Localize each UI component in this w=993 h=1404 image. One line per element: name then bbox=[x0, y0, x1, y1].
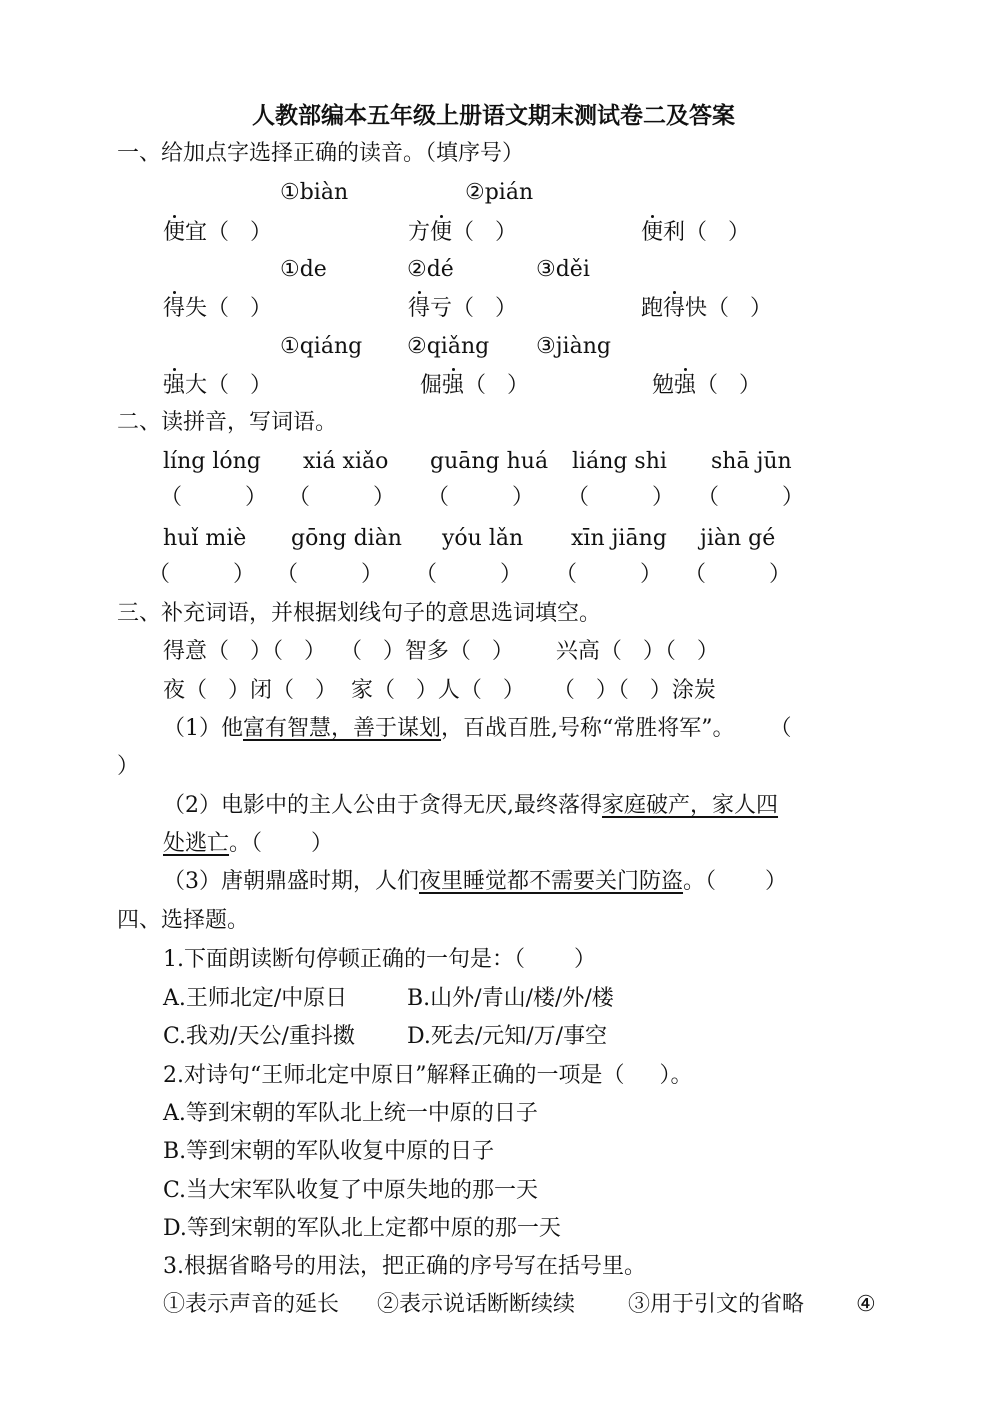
question: 1.下面朗读断句停顿正确的一句是：（ ） bbox=[163, 947, 596, 972]
answer-blank[interactable]: （ ） bbox=[567, 485, 674, 510]
dotted-char: 得 bbox=[663, 296, 686, 321]
answer-blank[interactable]: （ ） bbox=[148, 562, 255, 587]
sentence-1 bbox=[163, 714, 791, 744]
q1-g3-option: ③jiàng bbox=[536, 334, 611, 359]
answer-blank[interactable]: （ ） bbox=[684, 562, 791, 587]
q1-g2-item bbox=[641, 294, 772, 324]
page-title: 人教部编本五年级上册语文期末测试卷二及答案 bbox=[252, 102, 735, 129]
q1-g2-option: ②dé bbox=[407, 257, 454, 282]
dotted-char: 得 bbox=[408, 296, 431, 321]
pinyin-prompt: xīn jiāng bbox=[571, 526, 667, 551]
dotted-char: 便 bbox=[430, 220, 453, 245]
pinyin-prompt: xiá xiǎo bbox=[303, 449, 389, 474]
dotted-char: 强 bbox=[674, 373, 697, 398]
underlined-phrase: 富有智慧，善于谋划 bbox=[243, 716, 442, 741]
choice: C.我劝/天公/重抖擞 bbox=[163, 1024, 355, 1049]
q1-g2-option: ①de bbox=[280, 257, 327, 282]
sentence-text: ，百战百胜,号称“常胜将军”。 （ bbox=[441, 716, 792, 741]
sentence-text: 。（ ） bbox=[229, 831, 333, 856]
q3-heading: 三、补充词语，并根据划线句子的意思选词填空。 bbox=[117, 601, 602, 626]
q1-g1-item bbox=[163, 218, 272, 248]
q1-g3-option: ②qiǎng bbox=[407, 334, 490, 359]
pinyin-prompt: jiàn gé bbox=[700, 526, 776, 551]
answer-blank[interactable]: （ ） bbox=[697, 485, 804, 510]
answer-blank[interactable]: （ ） bbox=[427, 485, 534, 510]
answer-blank[interactable]: （ ） bbox=[276, 562, 383, 587]
sentence-text: （1）他 bbox=[163, 716, 243, 741]
pinyin-prompt: yóu lǎn bbox=[442, 526, 524, 551]
item-rest: 大（ ） bbox=[185, 373, 272, 398]
item-rest: （ ） bbox=[464, 373, 530, 398]
q1-g3-item bbox=[163, 371, 272, 401]
ellipsis-usage: ④ bbox=[856, 1292, 876, 1317]
dotted-char: 得 bbox=[163, 296, 186, 321]
answer-blank[interactable]: （ ） bbox=[288, 485, 395, 510]
q2-heading: 二、读拼音，写词语。 bbox=[117, 410, 338, 435]
q4-heading: 四、选择题。 bbox=[117, 908, 250, 933]
item-rest: （ ） bbox=[696, 373, 762, 398]
ellipsis-usage: ③用于引文的省略 bbox=[628, 1292, 805, 1317]
choice: C.当大宋军队收复了中原失地的那一天 bbox=[163, 1178, 539, 1203]
question: 2.对诗句“王师北定中原日”解释正确的一项是（ ）。 bbox=[163, 1063, 693, 1088]
item-rest: 利（ ） bbox=[663, 220, 750, 245]
sentence-text: 。（ ） bbox=[683, 869, 787, 894]
q1-heading: 一、给加点字选择正确的读音。（填序号） bbox=[117, 141, 525, 166]
sentence-1-tail: ） bbox=[117, 754, 140, 779]
choice: A.王师北定/中原日 bbox=[163, 986, 348, 1011]
q1-g1-item bbox=[641, 218, 750, 248]
q1-g2-item bbox=[408, 294, 517, 324]
item-rest: 亏（ ） bbox=[430, 296, 517, 321]
q1-g2-item bbox=[163, 294, 272, 324]
pinyin-prompt: huǐ miè bbox=[163, 526, 247, 551]
answer-blank[interactable]: （ ） bbox=[415, 562, 522, 587]
sentence-2-cont bbox=[163, 829, 333, 859]
item-rest: 失（ ） bbox=[185, 296, 272, 321]
q1-g3-option: ①qiáng bbox=[280, 334, 363, 359]
sentence-text: （2）电影中的主人公由于贪得无厌,最终落得 bbox=[163, 793, 602, 818]
q1-g3-item bbox=[420, 371, 529, 401]
underlined-phrase: 处逃亡 bbox=[163, 831, 230, 856]
choice: A.等到宋朝的军队北上统一中原的日子 bbox=[163, 1101, 538, 1126]
dotted-char: 强 bbox=[163, 373, 186, 398]
sentence-text: （3）唐朝鼎盛时期，人们 bbox=[163, 869, 419, 894]
dotted-char: 便 bbox=[163, 220, 186, 245]
item-rest: 快（ ） bbox=[685, 296, 773, 321]
q1-g1-item bbox=[408, 218, 517, 248]
choice: D.死去/元知/万/事空 bbox=[407, 1024, 608, 1049]
q1-g1-option: ①biàn bbox=[280, 180, 349, 205]
pinyin-prompt: liáng shi bbox=[572, 449, 667, 474]
answer-blank[interactable]: （ ） bbox=[555, 562, 662, 587]
ellipsis-usage: ②表示说话断断续续 bbox=[377, 1292, 576, 1317]
choice: B.等到宋朝的军队收复中原的日子 bbox=[163, 1139, 495, 1164]
choice: B.山外/青山/楼/外/楼 bbox=[407, 986, 614, 1011]
pinyin-prompt: gōng diàn bbox=[291, 526, 402, 551]
item-pre: 倔 bbox=[420, 373, 443, 398]
sentence-3 bbox=[163, 867, 787, 897]
q1-g2-option: ③děi bbox=[536, 257, 590, 282]
sentence-2 bbox=[163, 791, 778, 821]
idiom-row: 夜（ ）闭（ ） 家（ ）人（ ） （ ）（ ）涂炭 bbox=[163, 678, 716, 703]
item-rest: （ ） bbox=[452, 220, 518, 245]
ellipsis-usage: ①表示声音的延长 bbox=[163, 1292, 340, 1317]
pinyin-prompt: shā jūn bbox=[711, 449, 792, 474]
question: 3.根据省略号的用法，把正确的序号写在括号里。 bbox=[163, 1254, 646, 1279]
dotted-char: 便 bbox=[641, 220, 664, 245]
dotted-char: 强 bbox=[442, 373, 465, 398]
q1-g3-item bbox=[652, 371, 761, 401]
pinyin-prompt: guāng huá bbox=[430, 449, 549, 474]
item-rest: 宜（ ） bbox=[185, 220, 272, 245]
choice: D.等到宋朝的军队北上定都中原的那一天 bbox=[163, 1216, 561, 1241]
item-pre: 勉 bbox=[652, 373, 675, 398]
q1-g1-option: ②pián bbox=[465, 180, 534, 205]
item-pre: 方 bbox=[408, 220, 431, 245]
answer-blank[interactable]: （ ） bbox=[160, 485, 267, 510]
idiom-row: 得意（ ）（ ） （ ）智多（ ） 兴高（ ）（ ） bbox=[163, 639, 719, 664]
underlined-phrase: 夜里睡觉都不需要关门防盗 bbox=[419, 869, 684, 894]
underlined-phrase: 家庭破产，家人四 bbox=[602, 793, 779, 818]
item-pre: 跑 bbox=[641, 296, 664, 321]
pinyin-prompt: líng lóng bbox=[163, 449, 261, 474]
